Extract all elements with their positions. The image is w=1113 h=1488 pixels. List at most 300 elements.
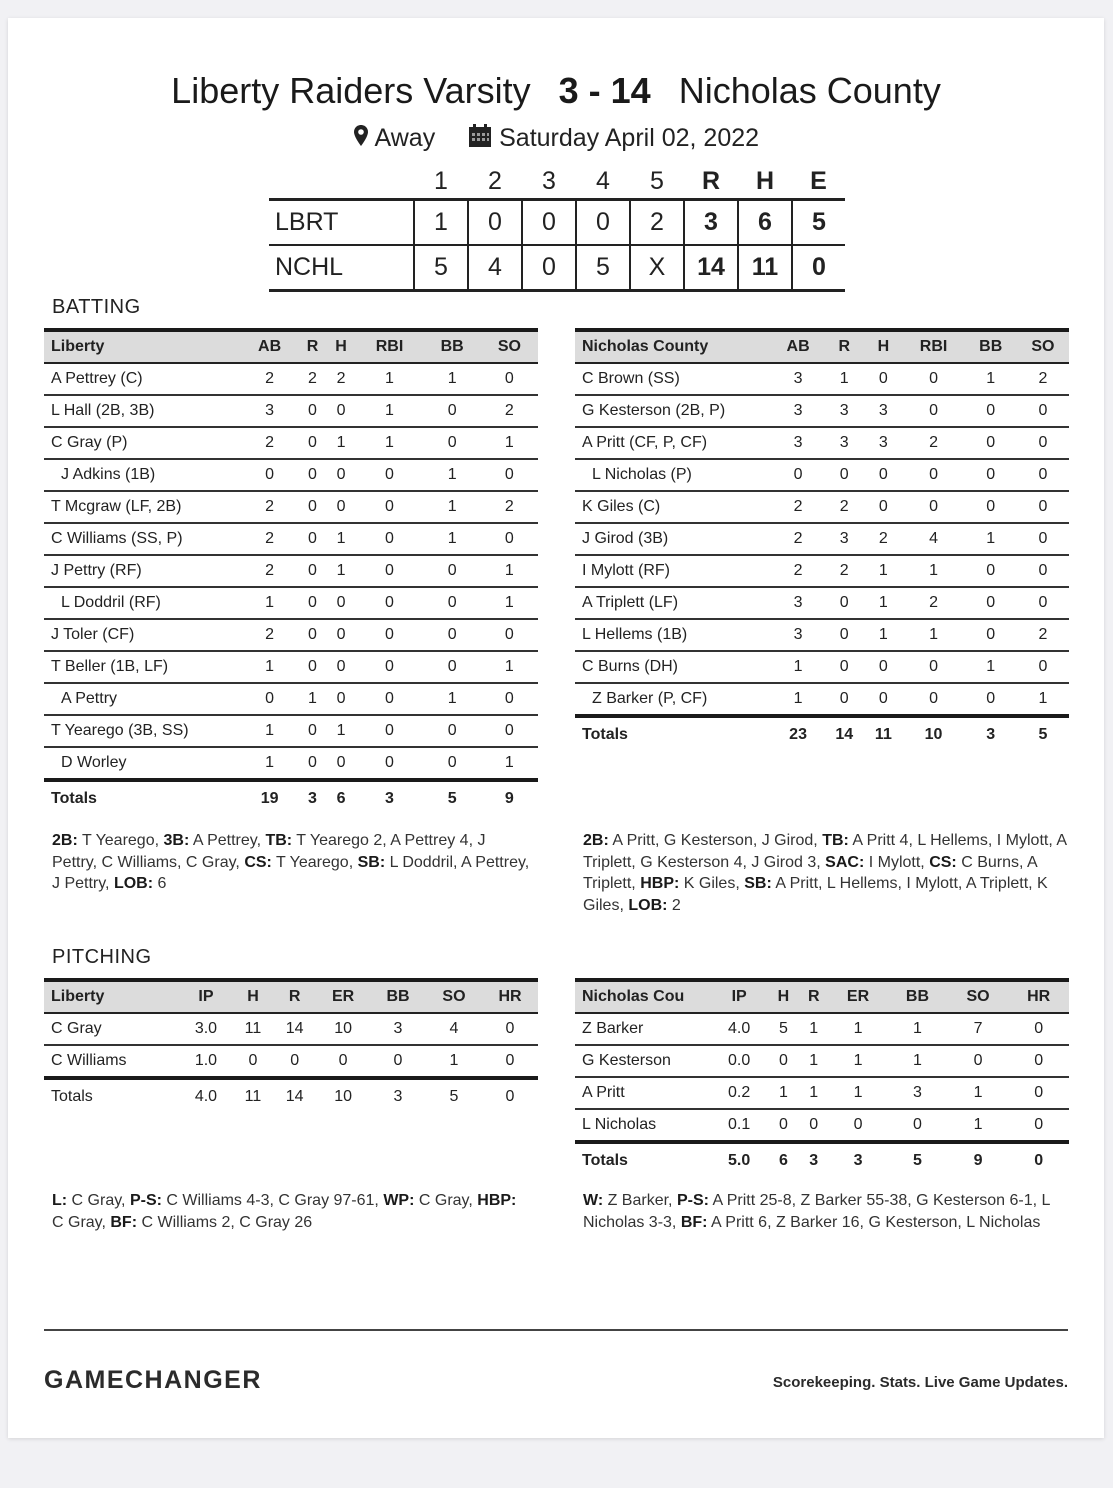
stat-cell: 1: [793, 690, 803, 707]
note-text: 6: [153, 875, 167, 892]
stat-cell: 4: [449, 1020, 459, 1037]
stat-cell: 1: [308, 690, 317, 707]
stat-cell: 0: [839, 658, 849, 675]
stat-cell: 2: [265, 498, 275, 515]
footer-tagline: Scorekeeping. Stats. Live Game Updates.: [772, 1374, 1068, 1391]
total-cell: 11: [874, 726, 892, 743]
stat-cell: 0: [878, 690, 888, 707]
player-name: L Hall (2B, 3B): [51, 402, 155, 419]
stat-cell: 3: [393, 1020, 403, 1037]
note-label: HBP:: [640, 875, 680, 892]
player-name: J Pettry (RF): [51, 562, 142, 579]
stat-cell: 0: [504, 722, 514, 739]
stat-cell: 2: [265, 530, 275, 547]
stat-cell: 3: [793, 594, 803, 611]
stat-cell: 2: [929, 594, 939, 611]
nicholas-pitching-table: [575, 978, 1069, 1178]
stat-cell: 2: [336, 370, 346, 387]
stat-cell: 0: [336, 594, 346, 611]
stat-cell: 0: [308, 434, 317, 451]
stat-cell: 1: [853, 1052, 863, 1069]
stat-cell: 0: [986, 498, 996, 515]
table-row: [575, 395, 1069, 427]
stat-cell: 0: [929, 466, 939, 483]
stat-cell: 0: [385, 594, 394, 611]
column-header: H: [777, 988, 790, 1005]
stat-cell: 0: [1034, 1020, 1044, 1037]
table-row: [575, 459, 1069, 491]
player-name: A Pritt (CF, P, CF): [582, 434, 708, 451]
column-header: R: [838, 338, 850, 355]
runs-total: 3: [684, 200, 738, 246]
linescore-team-header: [269, 164, 414, 200]
note-text: A Pritt, G Kesterson, J Girod,: [608, 832, 823, 849]
table-row: [44, 491, 538, 523]
stat-cell: 0: [308, 530, 317, 547]
inning-header: 1: [434, 166, 448, 195]
batting-section-label: BATTING: [52, 296, 141, 318]
pitching-section-label: PITCHING: [52, 946, 152, 968]
note-text: 2: [667, 896, 681, 914]
note-text: C Gray,: [52, 1213, 111, 1231]
linescore-table: [269, 164, 845, 292]
stat-cell: 4.0: [728, 1020, 751, 1037]
stat-cell: 0: [385, 498, 394, 515]
stat-cell: 0: [929, 370, 939, 387]
hits-total: 11: [738, 245, 792, 291]
table-header-row: [44, 980, 538, 1013]
stat-cell: 0: [878, 466, 888, 483]
column-header: BB: [905, 988, 930, 1005]
total-cell: 9: [504, 790, 514, 807]
stat-cell: 3: [839, 530, 849, 547]
note-label: P-S:: [676, 1192, 709, 1209]
stat-cell: 0: [385, 722, 394, 739]
stat-cell: 0.1: [728, 1116, 751, 1133]
column-header: RBI: [919, 338, 948, 355]
stat-cell: 0: [447, 658, 457, 675]
note-label: P-S:: [129, 1192, 162, 1209]
note-text: A Pritt 6, Z Barker 16, G Kesterson, L Nicholas: [707, 1213, 1041, 1231]
table-header-row: [575, 980, 1069, 1013]
inning-header: 3: [542, 166, 556, 195]
inning-score: 5: [576, 245, 630, 291]
total-cell: 11: [244, 1088, 262, 1105]
player-name: L Hellems (1B): [582, 626, 688, 643]
stat-cell: 0: [1034, 1084, 1044, 1101]
inning-score: 4: [468, 245, 522, 291]
stat-cell: 0: [447, 434, 457, 451]
stat-cell: 0: [308, 562, 317, 579]
stat-cell: 1: [779, 1084, 788, 1101]
note-label: SB:: [357, 853, 386, 871]
table-header-row: [575, 330, 1069, 363]
box-score-page: [8, 18, 1104, 1438]
column-header: AB: [258, 338, 282, 355]
stat-cell: 0: [505, 1020, 515, 1037]
table-row: [575, 651, 1069, 683]
stat-cell: 1: [878, 594, 888, 611]
table-row: [44, 1013, 538, 1045]
table-row: [44, 395, 538, 427]
total-cell: 5.0: [728, 1152, 751, 1169]
stat-cell: 3: [839, 402, 849, 419]
stat-cell: 0: [336, 402, 346, 419]
table-row: [44, 683, 538, 715]
player-name: G Kesterson: [582, 1052, 671, 1069]
stat-cell: 0: [839, 626, 849, 643]
stat-cell: 0: [929, 690, 939, 707]
table-row: [44, 363, 538, 395]
stat-cell: 2: [839, 562, 849, 579]
stat-cell: 0: [779, 1116, 788, 1133]
away-team-name: Liberty Raiders Varsity: [171, 70, 531, 111]
stat-cell: 1: [986, 370, 996, 387]
total-cell: 14: [285, 1088, 304, 1105]
table-row: [575, 1077, 1069, 1109]
total-cell: 6: [779, 1152, 788, 1169]
stat-cell: 1: [793, 658, 803, 675]
stat-cell: 0: [853, 1116, 863, 1133]
player-name: K Giles (C): [582, 498, 661, 515]
stat-cell: 0: [809, 1116, 819, 1133]
errors-total: 0: [792, 245, 845, 291]
stat-cell: 1: [504, 434, 514, 451]
note-label: BF:: [110, 1213, 138, 1231]
stat-cell: 14: [285, 1020, 304, 1037]
stat-cell: 0: [1034, 1116, 1044, 1133]
total-cell: 5: [447, 790, 457, 807]
stat-cell: 0: [504, 530, 514, 547]
player-name: C Williams (SS, P): [51, 530, 183, 547]
stat-cell: 0: [336, 754, 346, 771]
stat-cell: 1: [336, 434, 346, 451]
total-cell: 10: [334, 1088, 352, 1105]
note-text: C Williams 4-3, C Gray 97-61,: [161, 1192, 384, 1209]
note-text: A Pritt, L Hellems, I Mylott, A Triplett, K Giles,: [583, 875, 1048, 914]
stat-cell: 3.0: [194, 1020, 218, 1037]
team-header: Nicholas Cou: [582, 988, 685, 1005]
player-name: J Adkins (1B): [61, 466, 156, 483]
player-name: A Pettrey (C): [51, 370, 143, 387]
table-row: [44, 1045, 538, 1078]
player-name: C Burns (DH): [582, 658, 679, 675]
stat-cell: 0: [1038, 658, 1048, 675]
column-header: IP: [731, 988, 747, 1005]
total-cell: 3: [809, 1152, 819, 1169]
stat-cell: 2: [793, 530, 803, 547]
column-header: SO: [1031, 338, 1055, 355]
linescore-row: [269, 200, 845, 246]
stat-cell: 1: [839, 370, 849, 387]
errors-total: 5: [792, 200, 845, 246]
table-row: [575, 523, 1069, 555]
stat-cell: 0: [929, 658, 939, 675]
inning-score: X: [630, 245, 684, 291]
note-text: L Doddril, A Pettrey, J Pettry,: [52, 853, 530, 892]
stat-cell: 0: [447, 722, 457, 739]
stat-cell: 0: [1038, 498, 1048, 515]
stat-cell: 11: [244, 1020, 262, 1037]
runs-header: R: [701, 166, 721, 195]
column-header: R: [807, 988, 820, 1005]
calendar-icon: [468, 124, 492, 155]
note-label: W:: [583, 1192, 604, 1209]
note-text: C Williams 2, C Gray 26: [137, 1213, 313, 1231]
totals-row: [575, 1142, 1069, 1178]
note-label: WP:: [383, 1192, 415, 1209]
gamechanger-logo: GAMECHANGER: [44, 1366, 262, 1394]
note-text: A Pritt 4, L Hellems, I Mylott, A Triplett, G Kesterson 4, J Girod 3,: [583, 832, 1067, 871]
stat-cell: 2: [504, 402, 514, 419]
stat-cell: 0: [447, 594, 457, 611]
stat-cell: 0: [308, 402, 317, 419]
table-header-row: [44, 330, 538, 363]
stat-cell: 3: [265, 402, 275, 419]
stat-cell: 0: [986, 562, 996, 579]
stat-cell: 0: [839, 594, 849, 611]
stat-cell: 0: [504, 626, 514, 643]
nicholas-pitching-notes: [583, 1190, 1073, 1233]
note-label: CS:: [244, 853, 272, 871]
note-label: TB:: [822, 832, 849, 849]
table-row: [44, 619, 538, 651]
note-label: LOB:: [628, 896, 668, 914]
player-name: C Brown (SS): [582, 370, 680, 387]
stat-cell: 0: [986, 434, 996, 451]
stat-cell: 1: [973, 1116, 983, 1133]
stat-cell: 3: [793, 402, 803, 419]
player-name: L Doddril (RF): [61, 594, 161, 611]
stat-cell: 0: [504, 466, 514, 483]
stat-cell: 1: [504, 658, 514, 675]
table-row: [44, 715, 538, 747]
column-header: AB: [786, 338, 810, 355]
stat-cell: 1: [447, 498, 457, 515]
total-cell: 19: [260, 790, 279, 807]
stat-cell: 1: [913, 1052, 922, 1069]
stat-cell: 1: [449, 1052, 459, 1069]
inning-score: 2: [630, 200, 684, 246]
nicholas-batting-table: [575, 328, 1069, 752]
note-label: TB:: [265, 832, 293, 849]
inning-header: 4: [596, 166, 610, 195]
note-text: C Gray,: [414, 1192, 478, 1209]
totals-row: [44, 1078, 538, 1114]
home-team-name: Nicholas County: [678, 70, 941, 111]
note-text: T Yearego,: [77, 832, 164, 849]
stat-cell: 0: [385, 562, 394, 579]
stat-cell: 2: [265, 370, 275, 387]
linescore-header: [269, 164, 845, 200]
totals-row: [575, 716, 1069, 752]
stat-cell: 0: [878, 370, 888, 387]
total-cell: 3: [385, 790, 394, 807]
stat-cell: 0: [505, 1052, 515, 1069]
table-row: [44, 459, 538, 491]
total-cell: 3: [986, 726, 996, 743]
stat-cell: 0: [779, 1052, 788, 1069]
note-text: A Pettrey,: [189, 832, 266, 849]
hits-header: H: [755, 166, 775, 195]
column-header: SO: [442, 988, 466, 1005]
linescore-team: LBRT: [275, 208, 339, 236]
table-row: [575, 1109, 1069, 1142]
stat-cell: 0: [447, 562, 457, 579]
stat-cell: 0: [338, 1052, 348, 1069]
player-name: C Williams: [51, 1052, 127, 1069]
inning-score: 1: [414, 200, 468, 246]
location-label: Away: [374, 124, 436, 152]
stat-cell: 0: [385, 466, 394, 483]
stat-cell: 0: [929, 402, 939, 419]
stat-cell: 0: [986, 594, 996, 611]
player-name: G Kesterson (2B, P): [582, 402, 726, 419]
errors-header: E: [810, 166, 827, 195]
inning-score: 0: [576, 200, 630, 246]
player-name: C Gray (P): [51, 434, 128, 451]
stat-cell: 0: [504, 690, 514, 707]
liberty-batting-notes: [52, 830, 532, 895]
stat-cell: 1: [929, 626, 939, 643]
stat-cell: 1: [447, 370, 457, 387]
stat-cell: 3: [839, 434, 849, 451]
stat-cell: 0: [393, 1052, 403, 1069]
inning-score: 5: [414, 245, 468, 291]
column-header: HR: [498, 988, 522, 1005]
stat-cell: 1: [504, 562, 514, 579]
column-header: ER: [846, 988, 870, 1005]
stat-cell: 1: [385, 370, 394, 387]
stat-cell: 1: [447, 690, 457, 707]
stat-cell: 0: [336, 658, 346, 675]
stat-cell: 2: [839, 498, 849, 515]
stat-cell: 2: [265, 626, 275, 643]
table-row: [575, 427, 1069, 459]
note-label: SAC:: [825, 853, 865, 871]
stat-cell: 10: [334, 1020, 352, 1037]
table-row: [575, 491, 1069, 523]
stat-cell: 1: [265, 722, 275, 739]
stat-cell: 0: [839, 466, 849, 483]
stat-cell: 0: [385, 690, 394, 707]
stat-cell: 0: [385, 626, 394, 643]
stat-cell: 0: [336, 626, 346, 643]
player-name: J Toler (CF): [51, 626, 135, 643]
total-cell: 4.0: [194, 1088, 218, 1105]
stat-cell: 1: [878, 626, 888, 643]
column-header: H: [335, 338, 347, 355]
map-pin-icon: [353, 124, 369, 155]
stat-cell: 2: [265, 562, 275, 579]
game-date: Saturday April 02, 2022: [499, 124, 760, 152]
linescore-team: NCHL: [275, 253, 344, 281]
table-row: [44, 523, 538, 555]
table-row: [44, 747, 538, 780]
totals-label: Totals: [51, 1088, 93, 1105]
player-name: A Triplett (LF): [582, 594, 679, 611]
nicholas-batting-notes: [583, 830, 1073, 916]
totals-label: Totals: [51, 790, 97, 807]
player-name: T Yearego (3B, SS): [51, 722, 189, 739]
stat-cell: 0: [385, 530, 394, 547]
stat-cell: 0: [504, 370, 514, 387]
table-row: [44, 427, 538, 459]
game-info: [8, 124, 1104, 155]
column-header: IP: [198, 988, 214, 1005]
total-cell: 3: [853, 1152, 863, 1169]
total-cell: 5: [913, 1152, 922, 1169]
stat-cell: 2: [265, 434, 275, 451]
stat-cell: 0: [929, 498, 939, 515]
stat-cell: 0: [336, 690, 346, 707]
stat-cell: 0: [385, 754, 394, 771]
stat-cell: 1: [973, 1084, 983, 1101]
note-text: C Burns, A Triplett,: [583, 853, 1037, 892]
liberty-batting-table: [44, 328, 538, 816]
note-text: I Mylott,: [864, 853, 930, 871]
total-cell: 5: [1038, 726, 1048, 743]
stat-cell: 0: [878, 658, 888, 675]
note-label: CS:: [929, 853, 957, 871]
table-row: [575, 1013, 1069, 1045]
stat-cell: 1: [913, 1020, 922, 1037]
stat-cell: 1: [809, 1084, 819, 1101]
total-cell: 0: [505, 1088, 515, 1105]
inning-header: 2: [488, 166, 502, 195]
player-name: Z Barker: [582, 1020, 644, 1037]
stat-cell: 1: [878, 562, 888, 579]
totals-label: Totals: [582, 1152, 628, 1169]
stat-cell: 1: [336, 562, 346, 579]
stat-cell: 1: [265, 594, 275, 611]
stat-cell: 0: [265, 690, 275, 707]
stat-cell: 3: [878, 402, 888, 419]
stat-cell: 0: [913, 1116, 922, 1133]
player-name: Z Barker (P, CF): [592, 690, 708, 707]
footer-divider: [44, 1329, 1068, 1331]
note-text: T Yearego,: [271, 853, 358, 871]
stat-cell: 1.0: [194, 1052, 218, 1069]
stat-cell: 3: [793, 434, 803, 451]
liberty-pitching-notes: [52, 1190, 532, 1233]
stat-cell: 0: [986, 402, 996, 419]
stat-cell: 7: [973, 1020, 983, 1037]
column-header: BB: [979, 338, 1003, 355]
stat-cell: 2: [1038, 626, 1048, 643]
column-header: SO: [966, 988, 990, 1005]
stat-cell: 1: [265, 754, 275, 771]
stat-cell: 0: [308, 466, 317, 483]
stat-cell: 0: [308, 626, 317, 643]
note-label: L:: [52, 1192, 68, 1209]
stat-cell: 1: [929, 562, 939, 579]
player-name: A Pritt: [582, 1084, 625, 1101]
stat-cell: 0.0: [728, 1052, 751, 1069]
column-header: R: [288, 988, 301, 1005]
note-label: LOB:: [113, 875, 154, 892]
final-score: 3 - 14: [558, 70, 651, 111]
note-label: SB:: [744, 875, 772, 892]
stat-cell: 2: [793, 562, 803, 579]
stat-cell: 0: [986, 690, 996, 707]
player-name: A Pettry: [61, 690, 118, 707]
stat-cell: 0: [839, 690, 849, 707]
table-row: [575, 683, 1069, 716]
total-cell: 3: [393, 1088, 403, 1105]
stat-cell: 3: [793, 626, 803, 643]
note-label: 2B:: [583, 832, 609, 849]
